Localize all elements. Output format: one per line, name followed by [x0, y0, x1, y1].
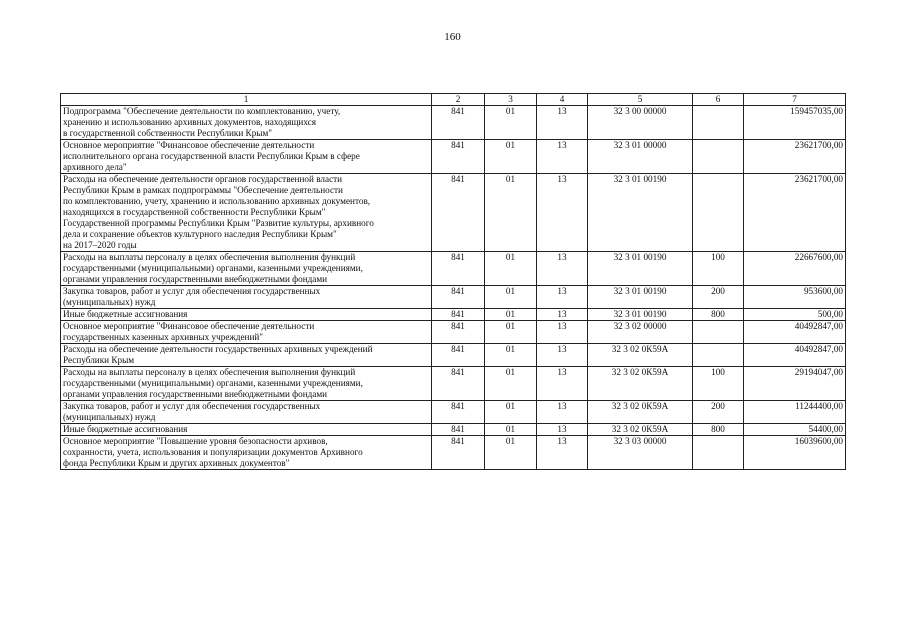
row-amount: 54400,00 — [744, 424, 846, 436]
row-code-5: 32 3 02 0К59А — [588, 344, 693, 367]
row-code-6: 800 — [693, 424, 744, 436]
table-row — [61, 286, 846, 309]
row-amount: 953600,00 — [744, 286, 846, 309]
row-code-2: 841 — [432, 424, 485, 436]
table-row — [61, 424, 846, 436]
row-name: Закупка товаров, работ и услуг для обеспечения государственных (муниципальных) нужд — [61, 286, 432, 309]
row-amount: 22667600,00 — [744, 252, 846, 286]
row-code-4: 13 — [537, 174, 588, 252]
row-code-2: 841 — [432, 174, 485, 252]
row-code-4: 13 — [537, 321, 588, 344]
page-number: 160 — [444, 31, 461, 43]
row-code-3: 01 — [485, 140, 537, 174]
row-code-5: 32 3 02 0К59А — [588, 401, 693, 424]
row-code-4: 13 — [537, 436, 588, 470]
column-header-3: 3 — [485, 94, 537, 106]
table-row — [61, 309, 846, 321]
row-code-3: 01 — [485, 252, 537, 286]
row-name: Расходы на обеспечение деятельности органов государственной власти Республики Крым в рамках подпрограммы "Обеспечение деятельности по комплектованию, учету, хранению и использованию архивных документов, находящихся в государственной собственности Республики Крым" Государственной программы Республики Крым "Развитие культуры, архивного дела и сохранение объектов культурного наследия Республики Крым" на 2017–2020 годы — [61, 174, 432, 252]
row-amount: 29194047,00 — [744, 367, 846, 401]
row-code-5: 32 3 01 00190 — [588, 252, 693, 286]
table-row — [61, 174, 846, 252]
row-code-3: 01 — [485, 106, 537, 140]
row-name: Закупка товаров, работ и услуг для обеспечения государственных (муниципальных) нужд — [61, 401, 432, 424]
row-code-6 — [693, 106, 744, 140]
row-name: Расходы на выплаты персоналу в целях обеспечения выполнения функций государственными (муниципальными) органами, казенными учреждениями, органами управления государственными внебюджетными фондами — [61, 367, 432, 401]
table-row — [61, 436, 846, 470]
row-code-3: 01 — [485, 286, 537, 309]
row-code-2: 841 — [432, 436, 485, 470]
row-name: Иные бюджетные ассигнования — [61, 309, 432, 321]
row-code-3: 01 — [485, 321, 537, 344]
row-amount: 11244400,00 — [744, 401, 846, 424]
row-name: Расходы на выплаты персоналу в целях обеспечения выполнения функций государственными (муниципальными) органами, казенными учреждениями, органами управления государственными внебюджетными фондами — [61, 252, 432, 286]
row-code-2: 841 — [432, 106, 485, 140]
row-code-6 — [693, 344, 744, 367]
row-name: Основное мероприятие "Финансовое обеспечение деятельности государственных казенных архивных учреждений" — [61, 321, 432, 344]
table-row — [61, 344, 846, 367]
column-header-5: 5 — [588, 94, 693, 106]
row-code-3: 01 — [485, 309, 537, 321]
row-code-2: 841 — [432, 309, 485, 321]
table-row — [61, 367, 846, 401]
row-code-6: 100 — [693, 252, 744, 286]
column-header-4: 4 — [537, 94, 588, 106]
row-code-2: 841 — [432, 252, 485, 286]
budget-table — [60, 93, 846, 470]
column-header-1: 1 — [61, 94, 432, 106]
row-code-6 — [693, 321, 744, 344]
table-row — [61, 106, 846, 140]
row-code-6 — [693, 174, 744, 252]
row-name: Основное мероприятие "Повышение уровня безопасности архивов, сохранности, учета, использования и популяризации документов Архивного фонда Республики Крым и других архивных документов" — [61, 436, 432, 470]
row-amount: 159457035,00 — [744, 106, 846, 140]
table-row — [61, 321, 846, 344]
row-amount: 16039600,00 — [744, 436, 846, 470]
row-amount: 40492847,00 — [744, 344, 846, 367]
row-code-2: 841 — [432, 321, 485, 344]
row-code-6: 800 — [693, 309, 744, 321]
row-code-5: 32 3 02 00000 — [588, 321, 693, 344]
row-code-2: 841 — [432, 140, 485, 174]
table-row — [61, 140, 846, 174]
row-code-5: 32 3 00 00000 — [588, 106, 693, 140]
row-code-5: 32 3 01 00190 — [588, 174, 693, 252]
row-code-5: 32 3 02 0К59А — [588, 367, 693, 401]
row-amount: 500,00 — [744, 309, 846, 321]
table-row — [61, 401, 846, 424]
column-header-6: 6 — [693, 94, 744, 106]
row-code-6: 100 — [693, 367, 744, 401]
row-code-3: 01 — [485, 424, 537, 436]
row-code-6 — [693, 436, 744, 470]
column-header-7: 7 — [744, 94, 846, 106]
table-body — [61, 106, 846, 470]
row-code-4: 13 — [537, 286, 588, 309]
row-code-2: 841 — [432, 367, 485, 401]
row-code-3: 01 — [485, 344, 537, 367]
row-code-6: 200 — [693, 401, 744, 424]
row-code-2: 841 — [432, 286, 485, 309]
row-amount: 23621700,00 — [744, 140, 846, 174]
row-code-4: 13 — [537, 424, 588, 436]
row-name: Основное мероприятие "Финансовое обеспечение деятельности исполнительного органа государственной власти Республики Крым в сфере архивного дела" — [61, 140, 432, 174]
column-header-2: 2 — [432, 94, 485, 106]
row-code-5: 32 3 02 0К59А — [588, 424, 693, 436]
row-code-2: 841 — [432, 344, 485, 367]
row-code-3: 01 — [485, 436, 537, 470]
row-code-3: 01 — [485, 401, 537, 424]
row-code-4: 13 — [537, 309, 588, 321]
row-name: Расходы на обеспечение деятельности государственных архивных учреждений Республики Крым — [61, 344, 432, 367]
row-code-4: 13 — [537, 367, 588, 401]
row-code-2: 841 — [432, 401, 485, 424]
table-row — [61, 252, 846, 286]
row-code-5: 32 3 01 00190 — [588, 309, 693, 321]
row-code-3: 01 — [485, 367, 537, 401]
row-code-4: 13 — [537, 344, 588, 367]
row-code-3: 01 — [485, 174, 537, 252]
row-code-5: 32 3 01 00190 — [588, 286, 693, 309]
row-name: Подпрограмма "Обеспечение деятельности по комплектованию, учету, хранению и использованию архивных документов, находящихся в государственной собственности Республики Крым" — [61, 106, 432, 140]
row-code-4: 13 — [537, 140, 588, 174]
header-row — [61, 94, 846, 106]
row-code-4: 13 — [537, 106, 588, 140]
row-code-6: 200 — [693, 286, 744, 309]
row-amount: 40492847,00 — [744, 321, 846, 344]
row-code-5: 32 3 03 00000 — [588, 436, 693, 470]
row-code-4: 13 — [537, 401, 588, 424]
row-code-6 — [693, 140, 744, 174]
row-amount: 23621700,00 — [744, 174, 846, 252]
row-code-5: 32 3 01 00000 — [588, 140, 693, 174]
row-code-4: 13 — [537, 252, 588, 286]
row-name: Иные бюджетные ассигнования — [61, 424, 432, 436]
